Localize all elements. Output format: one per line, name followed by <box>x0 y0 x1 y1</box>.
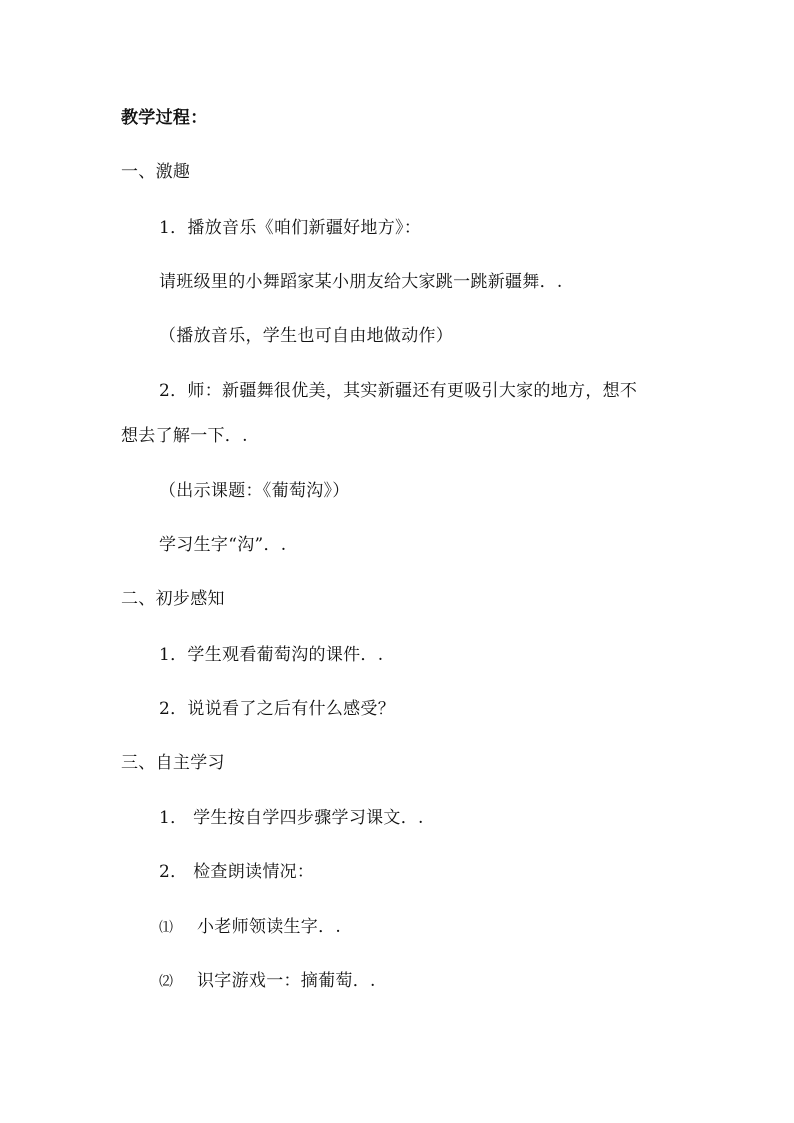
section3-item-2: 2． 检查朗读情况： <box>159 862 315 882</box>
section3-item-1: 1． 学生按自学四步骤学习课文．. <box>159 808 424 828</box>
section1-paragraph-3: （出示课题：《葡萄沟》） <box>159 481 350 501</box>
section3-subitem-1 <box>159 915 341 940</box>
section-heading-2: 二、初步感知 <box>121 589 225 609</box>
page-title: 教学过程： <box>121 108 208 128</box>
subitem-text: 小老师领读生字．. <box>197 917 342 937</box>
subitem-marker: ⑴ <box>159 920 174 936</box>
section1-item-2-line-2: 想去了解一下．. <box>121 426 248 446</box>
section1-paragraph-4: 学习生字“沟”．. <box>159 535 287 555</box>
section1-item-2-line-1: 2．师：新疆舞很优美，其实新疆还有更吸引大家的地方，想不 <box>159 381 638 401</box>
section2-item-1: 1．学生观看葡萄沟的课件．. <box>159 645 384 665</box>
section-heading-3: 三、自主学习 <box>121 753 225 773</box>
section2-item-2: 2．说说看了之后有什么感受？ <box>159 699 396 719</box>
section-heading-1: 一、激趣 <box>121 162 191 182</box>
section3-subitem-2 <box>159 969 376 994</box>
section1-paragraph-2: （播放音乐，学生也可自由地做动作） <box>159 326 454 346</box>
section1-item-1: 1．播放音乐《咱们新疆好地方》： <box>159 218 422 238</box>
subitem-text: 识字游戏一：摘葡萄．. <box>197 971 376 991</box>
subitem-marker: ⑵ <box>159 974 174 990</box>
section1-paragraph-1: 请班级里的小舞蹈家某小朋友给大家跳一跳新疆舞．. <box>159 272 563 292</box>
